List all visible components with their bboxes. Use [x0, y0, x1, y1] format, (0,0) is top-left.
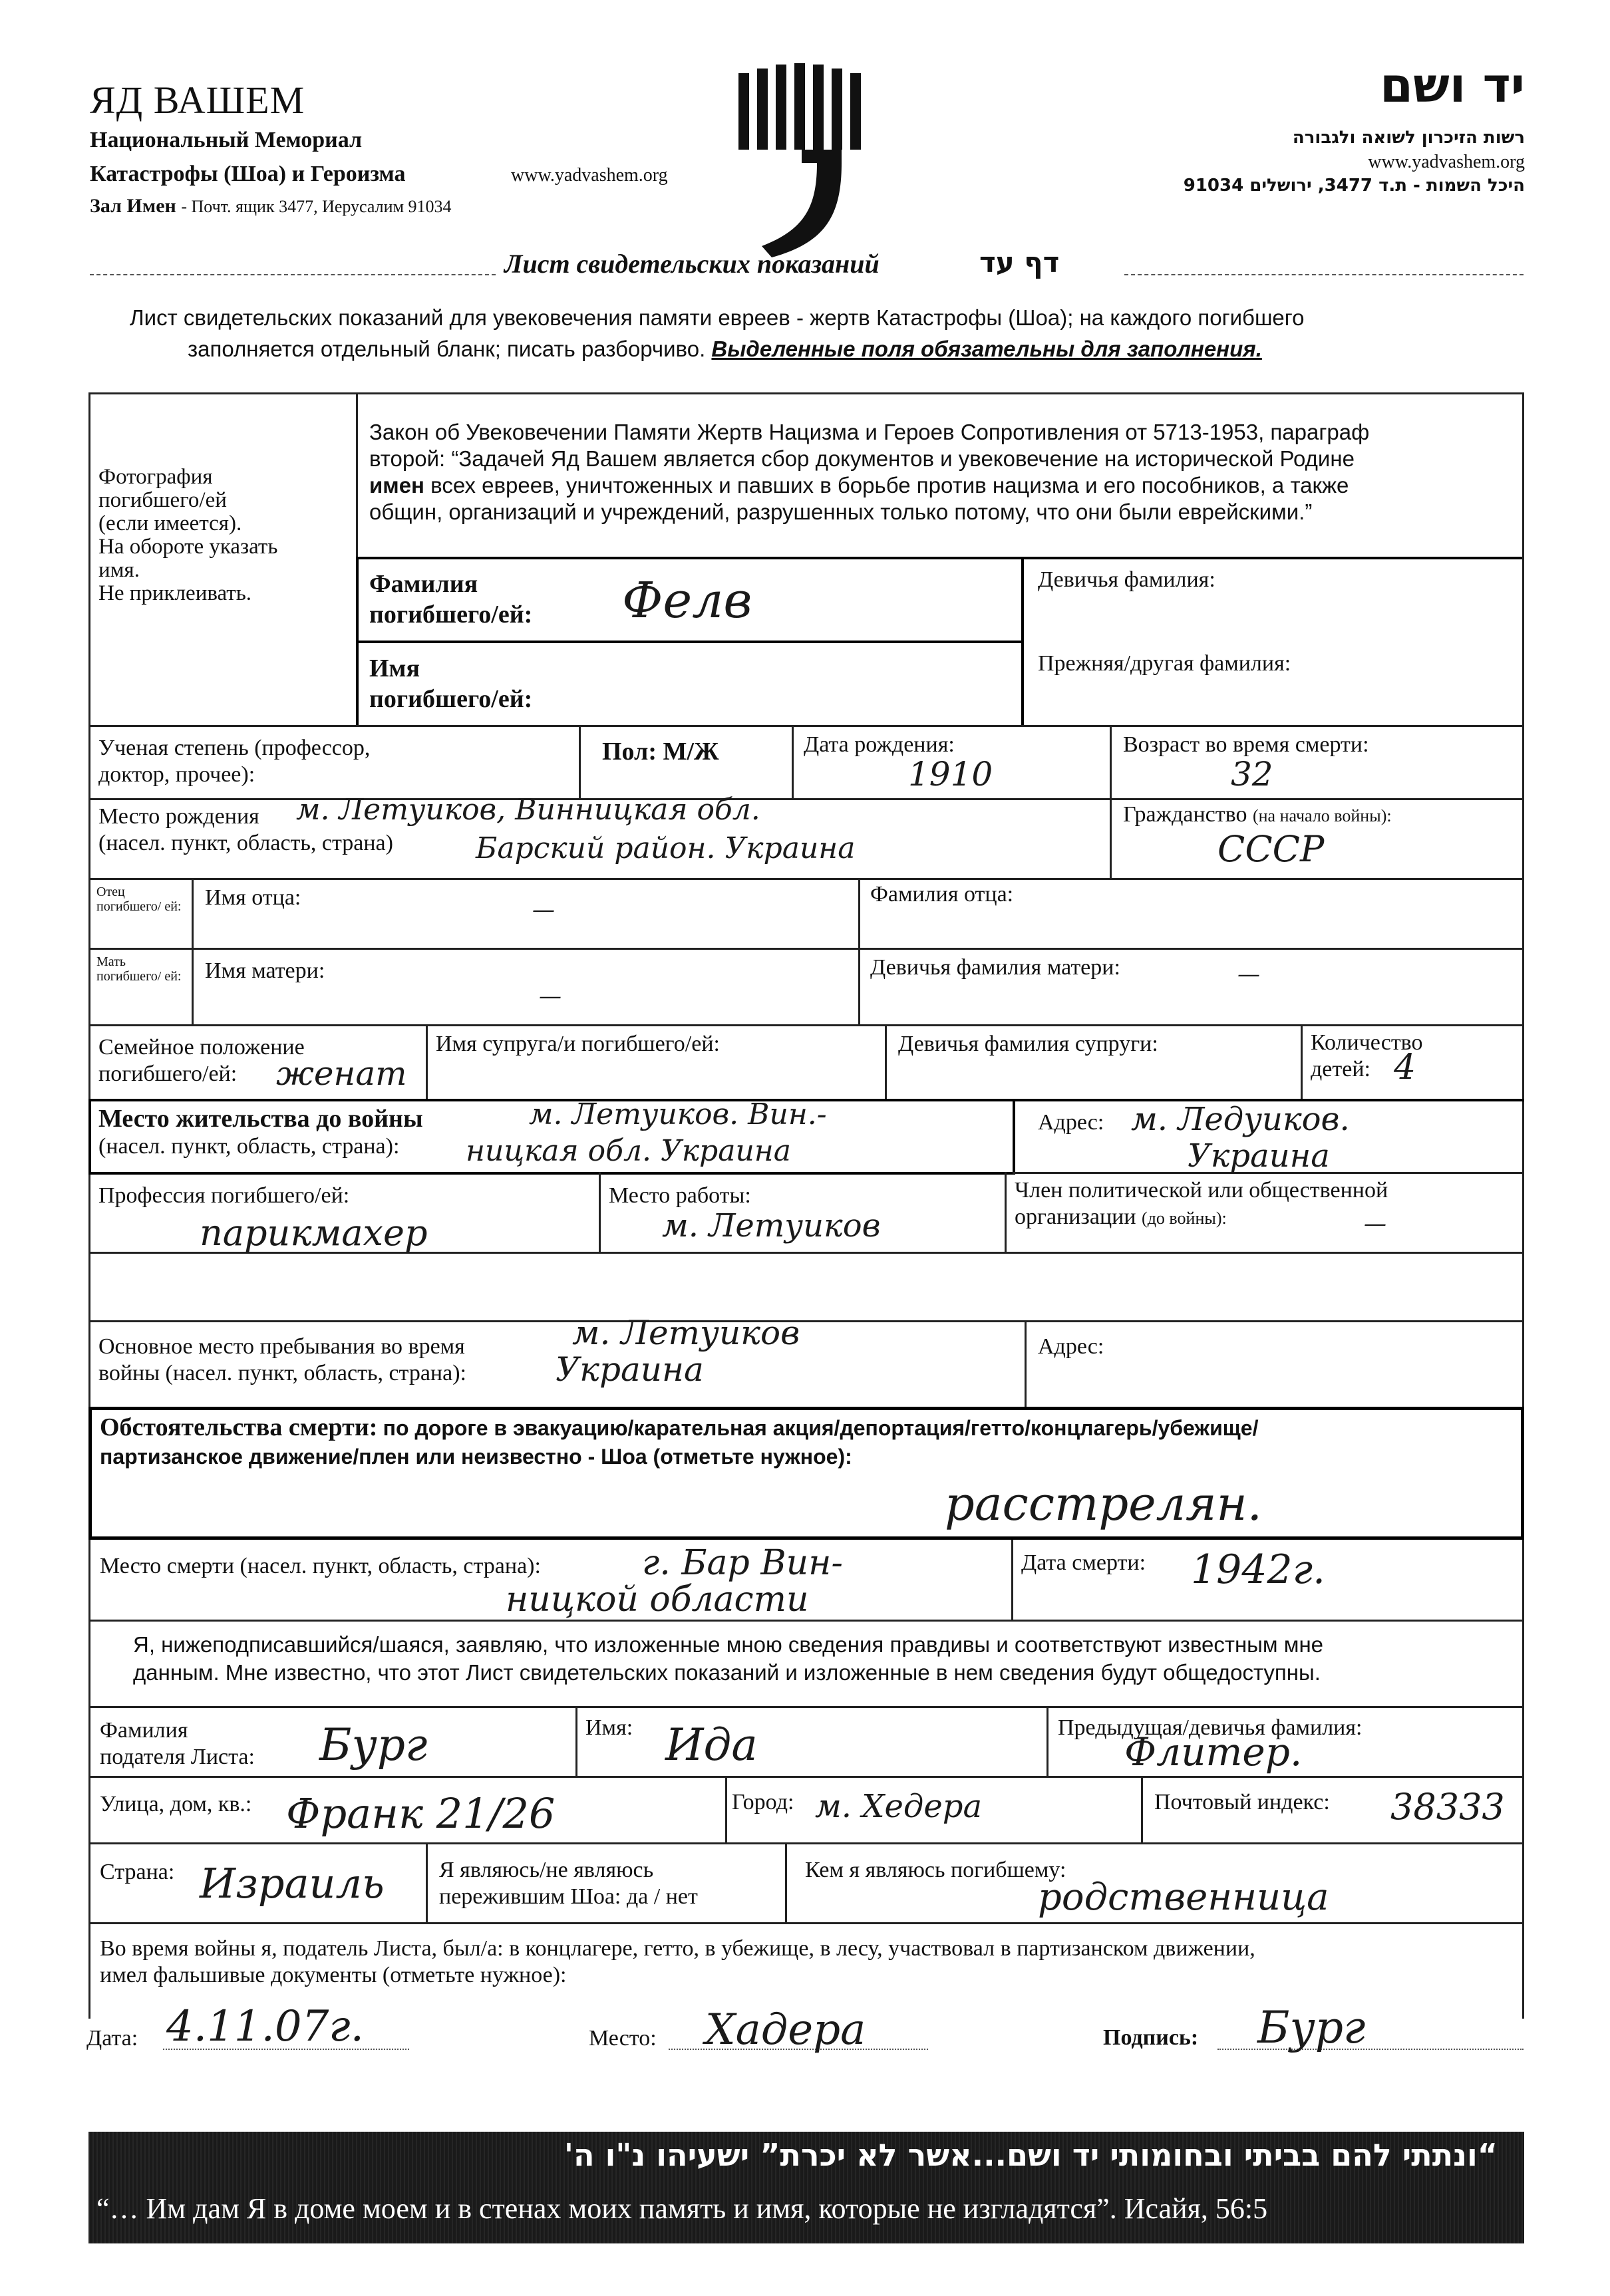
- yad-vashem-logo: [732, 63, 868, 263]
- law-bold-word: имен: [369, 473, 424, 498]
- residence-label: [98, 1104, 423, 1160]
- org-website: www.yadvashem.org: [511, 165, 668, 186]
- declaration-text: [133, 1631, 1323, 1687]
- degree-label-2: доктор, прочее):: [98, 762, 255, 787]
- membership-label-1: Член политической или общественной: [1015, 1178, 1388, 1203]
- mother-name-value[interactable]: —: [539, 983, 562, 1010]
- address-value-2[interactable]: Украина: [1188, 1137, 1330, 1175]
- submitter-prev-label: Предыдущая/девичья фамилия:: [1058, 1715, 1363, 1740]
- submitter-name-value[interactable]: Ида: [665, 1719, 758, 1771]
- submitter-wartime-label: [100, 1936, 1255, 1989]
- submitter-surname-label-2: подателя Листа:: [100, 1745, 255, 1769]
- age-label: Возраст во время смерти:: [1123, 732, 1369, 757]
- photo-instructions: [98, 466, 277, 605]
- place-label: Место:: [589, 2026, 657, 2051]
- law-line-3-text: всех евреев, уничтоженных и павших в борьбе против нацизма и его пособников, а также: [430, 473, 1349, 498]
- law-line-3: [369, 472, 1369, 499]
- photo-line-1: Фотография: [98, 465, 213, 489]
- photo-line-2: погибшего/ей: [98, 488, 227, 512]
- title-rule-right: [1124, 274, 1524, 275]
- age-value[interactable]: 32: [1231, 755, 1273, 793]
- prev-surname-label: Прежняя/другая фамилия:: [1038, 651, 1291, 676]
- residence-label-2: (насел. пункт, область, страна):: [98, 1134, 400, 1159]
- mother-maiden-value[interactable]: —: [1237, 961, 1260, 988]
- father-name-label: Имя отца:: [205, 885, 301, 910]
- law-text: [369, 419, 1369, 525]
- address-label: Адрес:: [1038, 1110, 1104, 1135]
- survivor-label: [439, 1857, 698, 1910]
- dob-value[interactable]: 1910: [908, 755, 993, 793]
- citizenship-sub: (на начало войны):: [1252, 806, 1392, 825]
- date-label: Дата:: [86, 2026, 138, 2051]
- spouse-name-label: Имя супруга/и погибшего/ей:: [436, 1032, 720, 1056]
- city-value[interactable]: м. Хедера: [815, 1788, 983, 1825]
- law-line-1: Закон об Увековечении Памяти Жертв Нацизма и Героев Сопротивления от 5713-1953, параграф: [369, 420, 1370, 444]
- birthplace-label-1: Место рождения: [98, 804, 259, 829]
- wartime-address-label: Адрес:: [1038, 1334, 1104, 1359]
- declaration-line-1: Я, нижеподписавшийся/шаяся, заявляю, что изложенные мною сведения правдивы и соответствуют известным мне: [133, 1632, 1324, 1657]
- org-subtitle-2: Катастрофы (Шоа) и Героизма: [90, 162, 406, 186]
- submitter-surname-value[interactable]: Бург: [319, 1719, 428, 1771]
- photo-line-4: На обороте указать: [98, 535, 278, 559]
- submitter-surname-label: [100, 1717, 255, 1771]
- hall-address: - Почт. ящик 3477, Иерусалим 91034: [181, 197, 452, 216]
- wartime-place-label-2: войны (насел. пункт, область, страна):: [98, 1361, 466, 1385]
- city-label: Город:: [732, 1790, 794, 1814]
- marital-label-2: погибшего/ей:: [98, 1062, 238, 1086]
- wartime-place-label: [98, 1334, 466, 1387]
- wartime-place-value-1[interactable]: м. Летуиков: [572, 1314, 800, 1352]
- wartime-place-label-1: Основное место пребывания во время: [98, 1334, 465, 1359]
- children-label-1: Количество: [1311, 1030, 1423, 1055]
- survivor-label-2: переживш: [439, 1884, 539, 1909]
- residence-value-2[interactable]: ницкая обл. Украина: [466, 1134, 792, 1168]
- death-circ-row-1: [100, 1413, 1258, 1443]
- org-subtitle-1: Национальный Мемориал: [90, 128, 363, 152]
- country-value[interactable]: Израиль: [200, 1859, 385, 1908]
- survivor-label-2b[interactable]: им Шоа: да / нет: [538, 1884, 698, 1909]
- firstname-label-2: погибшего/ей:: [369, 685, 533, 713]
- maiden-name-label: Девичья фамилия:: [1038, 567, 1215, 592]
- birthplace-value-1[interactable]: м. Летуиков, Винницкая обл.: [296, 793, 760, 827]
- children-value[interactable]: 4: [1394, 1048, 1416, 1087]
- father-name-value[interactable]: —: [532, 897, 555, 923]
- profession-value[interactable]: парикмахер: [200, 1212, 428, 1254]
- submitter-wartime-2: имел фальшивые документы (отметьте нужное):: [100, 1963, 567, 1987]
- mother-maiden-label: Девичья фамилия матери:: [870, 955, 1120, 980]
- declaration-line-2: данным. Мне известно, что этот Лист свидетельских показаний и изложенные в нем сведения будут общедоступны.: [133, 1660, 1321, 1685]
- death-place-value-2[interactable]: ницкой области: [506, 1580, 809, 1620]
- surname-label: [369, 569, 532, 630]
- citizenship-value[interactable]: СССР: [1217, 828, 1325, 870]
- citizenship-label-text: Гражданство: [1123, 802, 1247, 827]
- death-date-value[interactable]: 1942г.: [1191, 1546, 1326, 1593]
- marital-value[interactable]: женат: [276, 1054, 407, 1093]
- membership-label-2: организации: [1015, 1205, 1136, 1229]
- street-label: Улица, дом, кв.:: [100, 1792, 252, 1816]
- death-place-label: Место смерти (насел. пункт, область, страна):: [100, 1554, 541, 1578]
- relation-label: Кем я являюсь погибшему:: [805, 1858, 1066, 1882]
- spouse-maiden-label: Девичья фамилия супруги:: [898, 1032, 1158, 1056]
- father-surname-label: Фамилия отца:: [870, 882, 1014, 907]
- death-circ-options-2: партизанское движение/плен или неизвестно - Шоа (отметьте нужное):: [100, 1445, 852, 1469]
- he-line-1: רשות הזיכרון לשואה ולגבורה: [1292, 128, 1525, 148]
- submitter-wartime-1: Во время войны я, податель Листа, был/а: в концлагере, гетто, в убежище, в лесу, участвовал в партизанском движении,: [100, 1936, 1255, 1961]
- profession-label: Профессия погибшего/ей:: [98, 1183, 350, 1208]
- death-circumstances-value[interactable]: расстрелян.: [945, 1477, 1262, 1531]
- submitter-name-label: Имя:: [585, 1715, 633, 1740]
- photo-line-6: Не приклеивать.: [98, 581, 252, 605]
- death-date-label: Дата смерти:: [1021, 1550, 1146, 1575]
- birthplace-label-2: (насел. пункт, область, страна): [98, 831, 393, 855]
- membership-label-2-row: [1015, 1204, 1388, 1232]
- workplace-value[interactable]: м. Летуиков: [662, 1207, 881, 1244]
- signature-value[interactable]: Бург: [1257, 2002, 1366, 2053]
- mother-side-label: Мать погибшего/ ей:: [96, 954, 182, 984]
- footer-quote-he: “ונתתי להם בביתי ובחומותי יד ושם...אשר לא יכרת” ישעיהו נ"ו ה': [564, 2137, 1498, 2173]
- citizenship-label: [1123, 801, 1392, 829]
- zip-label: Почтовый индекс:: [1154, 1790, 1330, 1814]
- degree-label: [98, 735, 370, 788]
- children-label-2: детей:: [1311, 1057, 1370, 1081]
- intro-line-2: [188, 336, 1262, 362]
- street-value[interactable]: Франк 21/26: [286, 1789, 556, 1838]
- father-side-label: Отец погибшего/ ей:: [96, 885, 182, 914]
- death-circ-options-1: по дороге в эвакуацию/карательная акция/депортация/гетто/концлагерь/убежище/: [383, 1416, 1259, 1440]
- membership-value[interactable]: —: [1364, 1211, 1386, 1237]
- surname-value[interactable]: Фелв: [622, 572, 752, 629]
- survivor-label-1: Я являюсь/не являюсь: [439, 1858, 654, 1882]
- he-line-2: www.yadvashem.org: [1368, 152, 1525, 172]
- sex-label: Пол: М/Ж: [602, 738, 719, 766]
- marital-label-1: Семейное положение: [98, 1035, 305, 1060]
- law-line-4: общин, организаций и учреждений, разрушенных только потому, что они были еврейскими.”: [369, 500, 1313, 524]
- zip-value[interactable]: 38333: [1390, 1786, 1505, 1828]
- death-place-value-1[interactable]: г. Бар Вин-: [642, 1543, 843, 1583]
- workplace-label: Место работы:: [609, 1183, 751, 1208]
- degree-label-1: Ученая степень (профессор,: [98, 736, 371, 760]
- intro-line-2-text: заполняется отдельный бланк; писать разборчиво.: [188, 337, 706, 361]
- place-value[interactable]: Хадера: [705, 2005, 866, 2055]
- photo-line-5: имя.: [98, 558, 140, 582]
- org-name-ru: ЯД ВАШЕМ: [90, 78, 305, 122]
- birthplace-value-2[interactable]: Барский район. Украина: [476, 831, 856, 865]
- intro-emphasis: Выделенные поля обязательны для заполнения.: [711, 337, 1262, 361]
- address-value-1[interactable]: м. Ледуиков.: [1131, 1101, 1350, 1138]
- firstname-label-1: Имя: [369, 654, 420, 682]
- wartime-place-value-2[interactable]: Украина: [556, 1350, 704, 1389]
- country-label: Страна:: [100, 1860, 175, 1884]
- marital-label: [98, 1034, 305, 1087]
- signature-label: Подпись:: [1103, 2025, 1199, 2050]
- firstname-label: [369, 653, 532, 714]
- residence-label-1: Место жительства до войны: [98, 1105, 423, 1133]
- footer-quote-ru: “… Им дам Я в доме моем и в стенах моих память и имя, которые не изгладятся”. Исайя, 56:5: [96, 2192, 1268, 2225]
- form-title: Лист свидетельских показаний: [504, 249, 880, 279]
- membership-sub: (до войны):: [1142, 1209, 1227, 1228]
- hall-of-names: [90, 195, 452, 217]
- org-name-he: יד ושם: [1379, 57, 1525, 113]
- intro-line-1: Лист свидетельских показаний для увековечения памяти евреев - жертв Катастрофы (Шоа); на каждого погибшего: [130, 305, 1305, 330]
- title-rule-left: [90, 274, 496, 275]
- submitter-prev-value[interactable]: Флитер.: [1124, 1729, 1303, 1775]
- date-value[interactable]: 4.11.07г.: [166, 2002, 364, 2051]
- relation-value[interactable]: родственница: [1038, 1876, 1329, 1919]
- law-line-2: второй: “Задачей Яд Вашем является сбор документов и увековечение на исторической Родине: [369, 446, 1355, 471]
- he-line-3: היכל השמות - ת.ד 3477, ירושלים 91034: [1183, 176, 1525, 196]
- survivor-label-2-row: [439, 1884, 698, 1910]
- dob-label: Дата рождения:: [804, 732, 955, 757]
- form-title-he: דף עד: [979, 246, 1060, 279]
- photo-line-3: (если имеется).: [98, 511, 242, 535]
- death-circ-title: Обстоятельства смерти:: [100, 1413, 378, 1441]
- death-circumstances-label: [100, 1413, 1258, 1471]
- mother-name-label: Имя матери:: [205, 958, 325, 983]
- hall-label: Зал Имен: [90, 195, 176, 217]
- surname-label-1: Фамилия: [369, 570, 478, 598]
- surname-label-2: погибшего/ей:: [369, 601, 533, 629]
- residence-value-1[interactable]: м. Летуиков. Вин.-: [529, 1097, 827, 1131]
- submitter-surname-label-1: Фамилия: [100, 1718, 188, 1743]
- footer-banner: [88, 2132, 1524, 2243]
- membership-label: [1015, 1177, 1388, 1232]
